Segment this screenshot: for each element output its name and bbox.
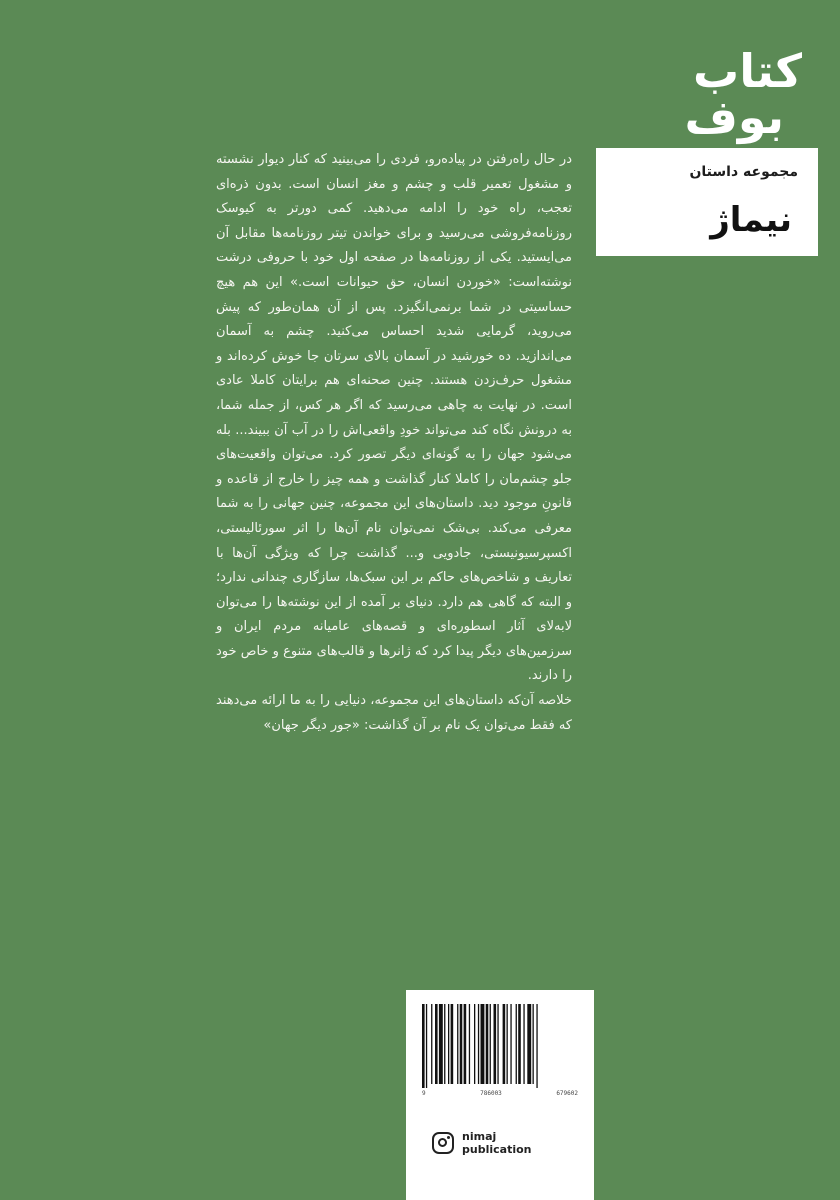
social-handle[interactable] [432, 1130, 531, 1156]
blurb-text [216, 148, 572, 738]
publisher-logo: نیماژ [710, 200, 792, 240]
handle-line-2: publication [462, 1143, 532, 1156]
handle-line-1: nimaj [462, 1130, 497, 1143]
barcode-digits [422, 1090, 578, 1097]
instagram-icon [432, 1132, 454, 1154]
blurb-paragraph-2: خلاصه آن‌که داستان‌های این مجموعه، دنیایی را به ما ارائه می‌دهند که فقط می‌توان یک نام بر آن گذاشت: «جور دیگر جهان» [216, 693, 572, 733]
barcode-icon [422, 1004, 578, 1088]
barcode-digit-group: 679602 [556, 1090, 578, 1097]
series-label: مجموعه داستان [689, 164, 798, 180]
blurb-paragraph-1: در حال راه‌رفتن در پیاده‌رو، فردی را می‌بینید که کنار دیوار نشسته و مشغول تعمیر قلب و چشم و مغز انسان است. بدون ذره‌ای تعجب، راه خود را ادامه می‌دهید. کمی دورتر به کیوسک روزنامه‌فروشی می‌رسید و برای خواندن تیتر روزنامه‌ها مقابل آن می‌ایستید. یکی از روزنامه‌ها در صفحه اول خود با حروفی درشت نوشته‌است: «خوردن انسان، حق حیوانات است.» این هم هیچ حساسیتی در شما برنمی‌انگیزد. پس از آن همان‌طور که پیش می‌روید، گرمایی شدید احساس می‌کنید. چشم به آسمان می‌اندازید. ده خورشید در آسمان بالای سرتان جا خوش کرده‌اند و مشغول حرف‌زدن هستند. چنین صحنه‌ای هم برایتان کاملا عادی است. در نهایت به چاهی می‌رسید که اگر هر کس، از جمله شما، به درونش نگاه کند می‌تواند خودِ واقعی‌اش را در آب آن ببیند... بله می‌شود جهان را به گونه‌ای دیگر تصور کرد. می‌توان واقعیت‌های جلو چشم‌مان را کاملا کنار گذاشت و همه چیز را خارج از قاعده و قانونِ موجود دید. داستان‌های این مجموعه، چنین جهانی را به شما معرفی می‌کند. بی‌شک نمی‌توان نام آن‌ها را اثر سورئالیستی، اکسپرسیونیستی، جادویی و... گذاشت چرا که ویژگی آن‌ها با تعاریف و شاخص‌های حاکم بر این سبک‌ها، سازگاری چندانی ندارد؛ و البته که گاهی هم دارد. دنیای بر آمده از این نوشته‌ها را می‌توان لابه‌لای آثار اسطوره‌ای و قصه‌های عامیانه مردم ایران و سرزمین‌های دیگر پیدا کرد که ژانرها و قالب‌های متنوع و خاص خود را دارند. [216, 152, 572, 684]
social-handle-text [462, 1130, 531, 1156]
barcode-digit-group: 9 [422, 1090, 426, 1097]
logo-line-1: کتاب [692, 44, 802, 98]
series-box [596, 148, 818, 256]
logo-line-2: بوف [684, 90, 784, 144]
barcode-card [406, 990, 594, 1200]
book-series-logo [672, 44, 802, 144]
barcode-digit-group: 786003 [480, 1090, 502, 1097]
